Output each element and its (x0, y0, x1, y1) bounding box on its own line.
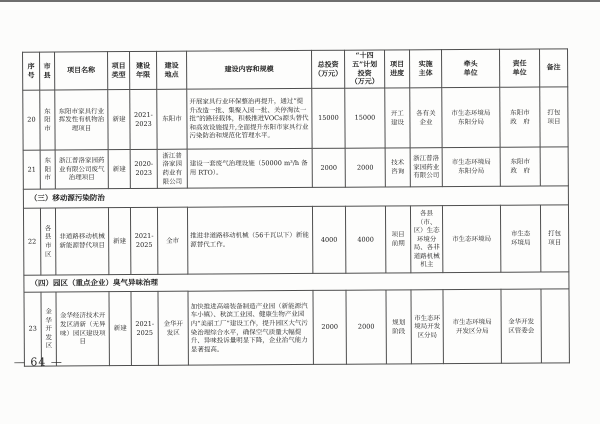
cell-construction-content: 建设一套废气治理设施（50000 m³/h 备用 RTO）。 (187, 148, 312, 188)
project-table (22, 48, 570, 366)
cell-city-county: 各 县 市 区 (40, 208, 55, 275)
page-number: — 64 — (13, 355, 63, 369)
section-title: （三）移动源污染防治 (23, 186, 568, 208)
cell-project-name: 非道路移动机械新能源替代项目 (55, 208, 108, 275)
col-header-lead-unit: 牵头 单位 (442, 49, 500, 87)
cell-lead-unit: 市生态环境局 (442, 205, 500, 272)
col-header-implementing-body: 实施 主体 (410, 50, 442, 88)
col-header-plan-investment: “十四 五”计划 投资 （万元） (345, 50, 385, 88)
cell-construction-site: 东阳市 (157, 89, 187, 149)
cell-project-type: 新建 (108, 90, 130, 150)
cell-plan-investment: 2000 (346, 290, 386, 364)
cell-total-investment: 2000 (312, 148, 345, 187)
cell-remarks: 打包 项目 (540, 205, 568, 272)
col-header-progress: 项目 进度 (385, 50, 410, 88)
col-header-project-name: 项目名称 (55, 52, 108, 90)
cell-remarks: 打包 项目 (540, 87, 568, 147)
cell-city-county: 东 阳 市 (40, 90, 55, 150)
cell-project-type: 新建 (108, 208, 130, 275)
cell-total-investment: 4000 (312, 206, 345, 273)
cell-responsible-unit: 金华开发 区管委会 (501, 289, 541, 363)
cell-serial: 22 (23, 208, 40, 275)
cell-remarks (541, 289, 569, 363)
cell-total-investment: 15000 (312, 88, 345, 148)
cell-implementing-body: 各县（市、区）生态环境分局、各非道路机械机主 (410, 206, 442, 273)
cell-plan-investment: 4000 (345, 206, 385, 273)
table-row-21 (23, 147, 568, 189)
col-header-city-county: 市 县 (40, 52, 55, 90)
cell-lead-unit: 市生态环境局 开发区分局 (443, 289, 501, 363)
cell-plan-investment: 15000 (345, 88, 385, 148)
cell-project-name: 浙江普洛家园药业有限公司废气治理项目 (55, 150, 108, 189)
table-row-22 (23, 205, 568, 275)
col-header-construction-period: 建设 年限 (130, 51, 157, 89)
cell-project-type: 新建 (108, 150, 130, 189)
cell-progress: 技术 咨询 (385, 148, 410, 187)
cell-construction-site: 金华开 发区 (158, 291, 188, 365)
cell-city-county: 金 华 开 发 区 (41, 292, 56, 366)
cell-serial: 20 (23, 90, 40, 150)
col-header-serial: 序 号 (23, 52, 40, 90)
cell-total-investment: 2000 (313, 290, 346, 364)
table-header-row (23, 49, 568, 90)
cell-city-county: 东 阳 市 (40, 150, 55, 189)
cell-remarks (540, 147, 568, 186)
cell-construction-content: 开展家具行业环保整治再提升，通过“提升改造一批、集聚入园一批、关停淘汰一批”的路径载体，积极推进VOCs源头替代和高效设施提升,全面提升东阳市家具行业污染防治和规范化管理水平。 (187, 88, 312, 149)
cell-project-name: 东阳市家具行业挥发性有机物治理项目 (55, 90, 108, 150)
cell-progress: 项目 前期 (385, 206, 410, 273)
cell-lead-unit: 市生态环境局 东阳分局 (442, 147, 500, 186)
cell-plan-investment: 2000 (345, 148, 385, 187)
cell-implementing-body: 市生态环境局开发区分局 (411, 290, 443, 364)
cell-construction-content: 加快推进高端装备制造产业园（新能源汽车小镇）、秋滨工业园、健康生物产业园内“美丽工厂”建设工作，提升园区大气污染治理综合水平，确保空气质量大幅提升、异味投诉量明显下降，企业治气能力显著提高。 (188, 290, 313, 365)
cell-progress: 开工 建设 (385, 88, 410, 148)
cell-construction-site: 全市 (157, 207, 187, 274)
cell-implementing-body: 各有关 企业 (410, 88, 442, 148)
col-header-remarks: 备注 (540, 49, 568, 87)
col-header-construction-site: 建设 地点 (157, 51, 187, 89)
cell-responsible-unit: 市生态 环境局 (500, 205, 540, 272)
cell-progress: 规划 阶段 (386, 290, 411, 364)
cell-implementing-body: 浙江普洛家园药业有限公司 (410, 148, 442, 187)
cell-responsible-unit: 东阳市 政 府 (500, 147, 540, 186)
col-header-project-type: 项目 类型 (108, 52, 130, 90)
col-header-construction-content: 建设内容和规模 (187, 50, 312, 89)
cell-construction-period: 2021- 2025 (130, 207, 157, 274)
table-row-20 (23, 87, 568, 150)
cell-construction-period: 2020- 2023 (130, 149, 157, 188)
cell-construction-content: 推进非道路移动机械（56千瓦以下）新能源替代工作。 (187, 206, 312, 274)
cell-serial: 21 (23, 150, 40, 189)
cell-construction-period: 2021- 2023 (130, 89, 157, 149)
cell-construction-period: 2021- 2025 (131, 291, 158, 365)
col-header-total-investment: 总投资 （万元） (312, 50, 345, 88)
cell-project-type: 新建 (109, 292, 131, 366)
cell-construction-site: 浙江普洛家园药业有限公司 (157, 149, 187, 188)
table-row-23 (24, 289, 569, 366)
cell-project-name: 金华经济技术开发区清新（无异味）园区建设项目 (56, 292, 109, 366)
cell-lead-unit: 市生态环境局 东阳分局 (442, 87, 500, 147)
section-title: （四）园区（重点企业）臭气异味治理 (24, 272, 569, 292)
col-header-responsible-unit: 责任 单位 (500, 49, 540, 87)
cell-responsible-unit: 东阳市 政 府 (500, 87, 540, 147)
cell-serial: 23 (24, 292, 41, 366)
